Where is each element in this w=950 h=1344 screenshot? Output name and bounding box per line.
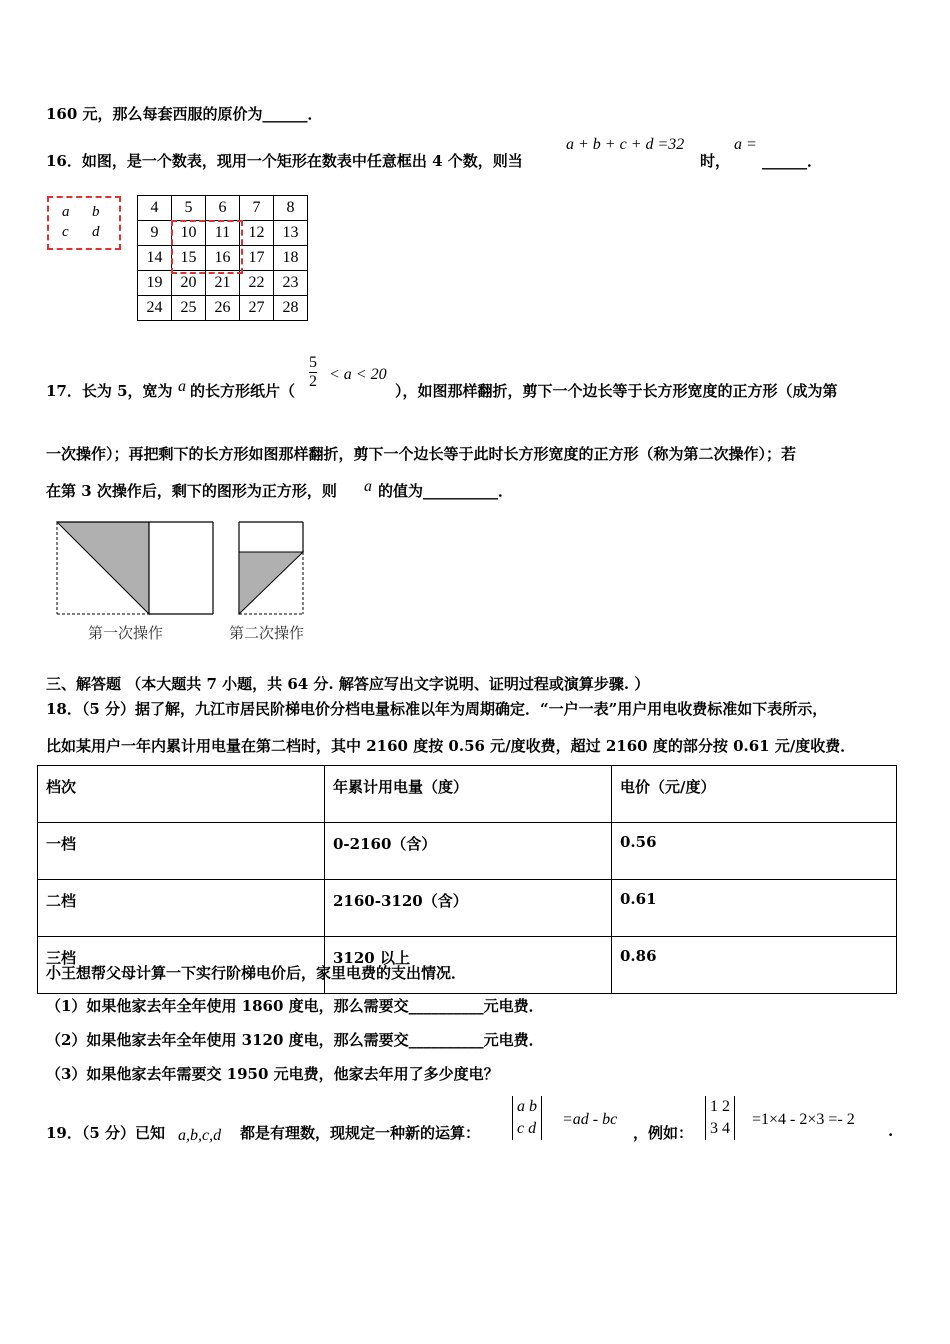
- grid-cell: 8: [274, 196, 308, 221]
- q17-var: a: [178, 378, 186, 395]
- q19-rule: =ad - bc: [562, 1111, 618, 1128]
- grid-cell: 9: [138, 221, 172, 246]
- q19-prefix: 19．（5 分）已知: [46, 1124, 166, 1142]
- fold-triangle-2: [239, 552, 303, 614]
- q17-line2: 一次操作）；再把剩下的长方形如图那样翻折，剪下一个边长等于此时长方形宽度的正方形（称为第二次操作）；若: [46, 445, 797, 463]
- legend-c: c: [62, 224, 69, 240]
- q16-equation: a + b + c + d =32: [566, 136, 685, 153]
- q18-line1: 18．（5 分）据了解，九江市居民阶梯电价分档电量标准以年为周期确定．“一户一表”用户用电收费标准如下表所示，: [46, 700, 828, 718]
- q19-determinant-2: [705, 1096, 735, 1140]
- grid-cell: 6: [206, 196, 240, 221]
- grid-cell: 5: [172, 196, 206, 221]
- q17-line3a: 在第 3 次操作后，剩下的图形为正方形，则: [46, 482, 337, 500]
- fold-triangle-1: [57, 522, 149, 614]
- table-header-row: [38, 766, 897, 823]
- det2-row2: 3 4: [710, 1120, 730, 1137]
- table-cell: 2160-3120（含）: [325, 880, 612, 937]
- table-cell: 0.61: [612, 880, 897, 937]
- q16-a-label: a =: [734, 136, 757, 153]
- q16-prefix: 16．如图，是一个数表，现用一个矩形在数表中任意框出 4 个数，则当: [46, 152, 523, 170]
- q19-result: =1×4 - 2×3 =- 2: [752, 1111, 855, 1128]
- q19-example: ，例如：: [633, 1124, 694, 1142]
- grid-cell: 25: [172, 296, 206, 321]
- q17-line3b: 的值为__________．: [378, 482, 514, 500]
- table-header: 电价（元/度）: [612, 766, 897, 823]
- q18-sub1: （1）如果他家去年全年使用 1860 度电，那么需要交__________元电费．: [46, 997, 544, 1015]
- q16-legend-box: [47, 196, 121, 250]
- det1-row2: c d: [517, 1120, 537, 1137]
- table-cell: 3120 以上: [325, 937, 612, 994]
- q16-blank: ______．: [762, 152, 823, 170]
- q18-sub3: （3）如果他家去年需要交 1950 元电费，他家去年用了多少度电？: [46, 1065, 499, 1083]
- q17-caption-2: 第二次操作: [229, 624, 305, 642]
- electricity-price-table: [37, 765, 897, 994]
- q17-fraction: [309, 354, 317, 391]
- q17-part1: 17．长为 5，宽为: [46, 382, 173, 400]
- frac-numerator: 5: [309, 354, 317, 371]
- q19-determinant-1: [512, 1096, 542, 1140]
- table-header: 档次: [38, 766, 325, 823]
- q18-intro: 小王想帮父母计算一下实行阶梯电价后，家里电费的支出情况．: [46, 964, 467, 982]
- q19-end: .: [888, 1122, 894, 1140]
- grid-cell: 26: [206, 296, 240, 321]
- legend-b: b: [92, 204, 100, 220]
- table-cell: 0.56: [612, 823, 897, 880]
- grid-cell: 7: [240, 196, 274, 221]
- grid-cell: 15: [172, 246, 206, 271]
- grid-cell: 4: [138, 196, 172, 221]
- table-row: [38, 823, 897, 880]
- frac-denominator: 2: [309, 373, 317, 390]
- table-cell: 三档: [38, 937, 325, 994]
- grid-cell: 22: [240, 271, 274, 296]
- grid-cell: 17: [240, 246, 274, 271]
- grid-cell: 11: [206, 221, 240, 246]
- det2-row1: 1 2: [710, 1098, 730, 1115]
- q18-line2: 比如某用户一年内累计用电量在第二档时，其中 2160 度按 0.56 元/度收费，超过 2160 度的部分按 0.61 元/度收费．: [46, 737, 856, 755]
- q15-text: 160 元，那么每套西服的原价为______．: [46, 105, 323, 123]
- q18-sub2: （2）如果他家去年全年使用 3120 度电，那么需要交__________元电费．: [46, 1031, 544, 1049]
- legend-a: a: [62, 204, 70, 220]
- grid-cell: 24: [138, 296, 172, 321]
- grid-cell: 20: [172, 271, 206, 296]
- table-cell: 0-2160（含）: [325, 823, 612, 880]
- grid-cell: 23: [274, 271, 308, 296]
- q17-part3: ），如图那样翻折，剪下一个边长等于长方形宽度的正方形（成为第: [395, 382, 838, 400]
- grid-cell: 18: [274, 246, 308, 271]
- q17-var-2: a: [364, 478, 372, 495]
- grid-cell: 12: [240, 221, 274, 246]
- q19-mid: 都是有理数，现规定一种新的运算：: [240, 1124, 481, 1142]
- table-cell: 0.86: [612, 937, 897, 994]
- q17-caption-1: 第一次操作: [88, 624, 164, 642]
- q17-fold-figures: [50, 515, 320, 620]
- grid-cell: 19: [138, 271, 172, 296]
- grid-cell: 28: [274, 296, 308, 321]
- section-3-heading: 三、解答题 （本大题共 7 小题，共 64 分. 解答应写出文字说明、证明过程或演算步骤. ）: [46, 675, 650, 693]
- grid-cell: 14: [138, 246, 172, 271]
- det1-row1: a b: [517, 1098, 537, 1115]
- q17-inequality: < a < 20: [329, 366, 387, 383]
- table-cell: 一档: [38, 823, 325, 880]
- q17-part2: 的长方形纸片（: [190, 382, 296, 400]
- grid-cell: 16: [206, 246, 240, 271]
- legend-d: d: [92, 224, 100, 240]
- grid-cell: 21: [206, 271, 240, 296]
- grid-cell: 13: [274, 221, 308, 246]
- table-row: [38, 880, 897, 937]
- grid-cell: 10: [172, 221, 206, 246]
- table-header: 年累计用电量（度）: [325, 766, 612, 823]
- q19-vars: a,b,c,d: [178, 1127, 222, 1144]
- q16-selection-box: [171, 220, 243, 274]
- grid-cell: 27: [240, 296, 274, 321]
- q16-mid: 时，: [700, 152, 731, 170]
- table-cell: 二档: [38, 880, 325, 937]
